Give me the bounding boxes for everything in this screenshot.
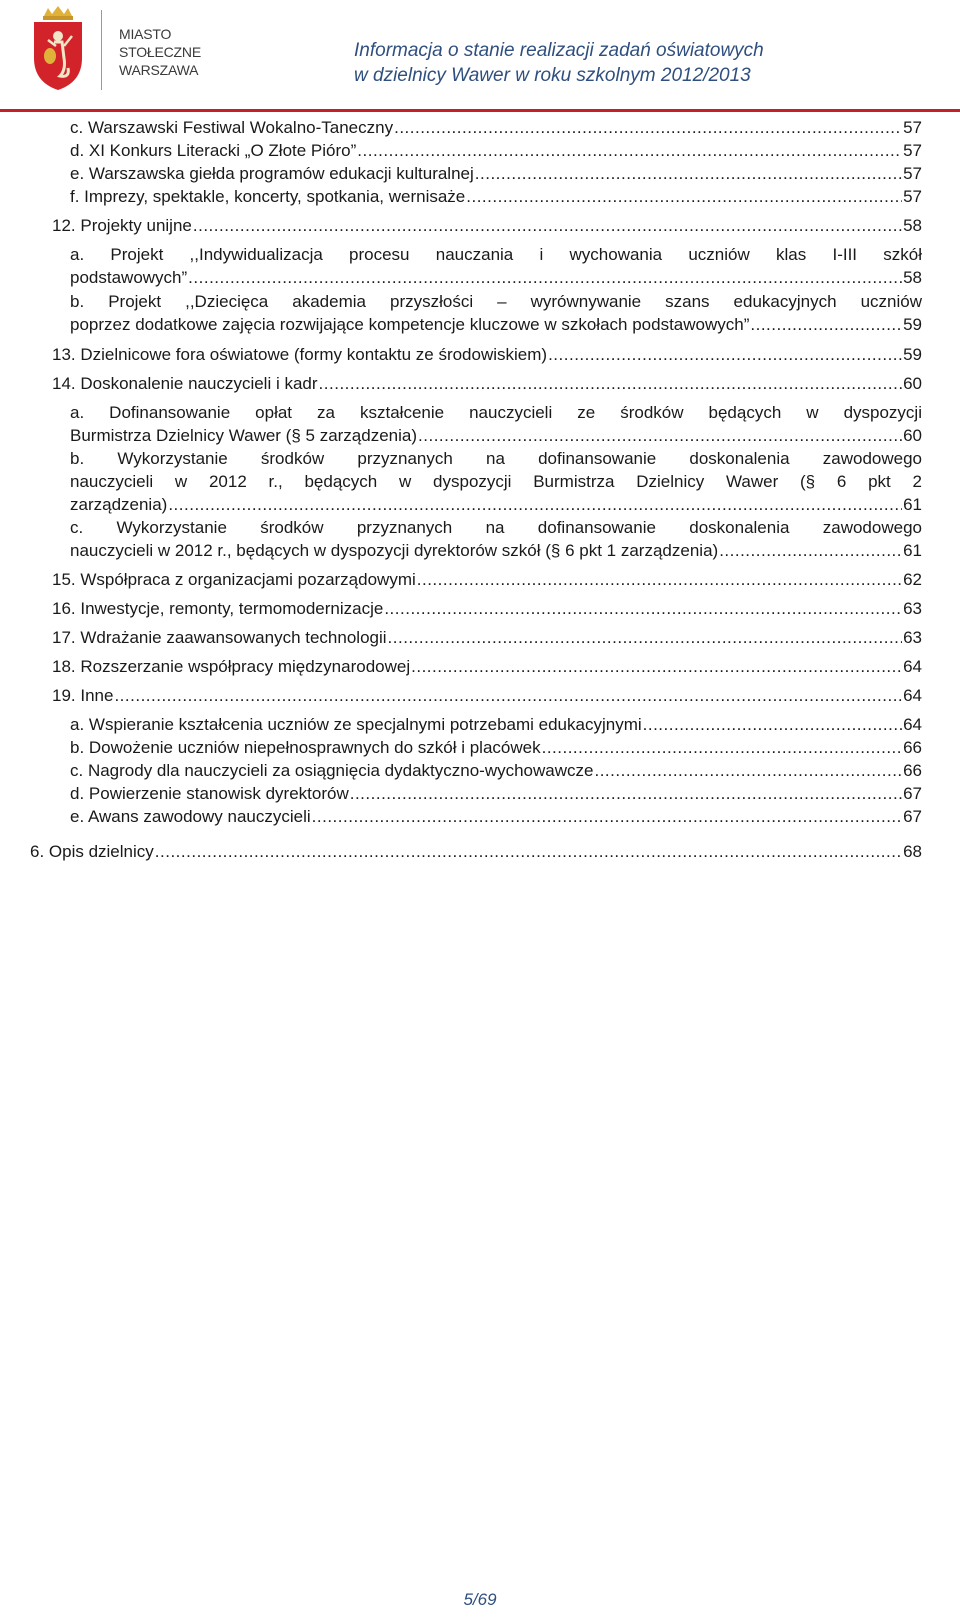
toc-entry-title: 16. Inwestycje, remonty, termomodernizacje <box>52 599 384 618</box>
toc-page-number: 67 <box>903 784 922 803</box>
toc-dot-leader <box>388 626 903 649</box>
toc-entry-title: d. XI Konkurs Literacki „O Złote Pióro” <box>70 141 357 160</box>
toc-entry[interactable] <box>70 116 922 139</box>
toc-dot-leader <box>384 597 902 620</box>
toc-dot-leader <box>594 759 902 782</box>
toc-entry-title: 17. Wdrażanie zaawansowanych technologii <box>52 628 387 647</box>
toc-entry-title: Burmistrza Dzielnicy Wawer (§ 5 zarządzenia) <box>70 426 418 445</box>
toc-dot-leader <box>750 313 902 336</box>
toc-entry-wrapped-line: a. Projekt ,,Indywidualizacja procesu nauczania i wychowania uczniów klas I-III szkół <box>70 245 922 264</box>
toc-page-number: 68 <box>903 842 922 861</box>
toc-entry-title: 13. Dzielnicowe fora oświatowe (formy kontaktu ze środowiskiem) <box>52 345 548 364</box>
toc-entry[interactable] <box>70 736 922 759</box>
page-header <box>0 0 960 118</box>
toc-entry[interactable] <box>52 684 922 707</box>
page-number: 5/69 <box>463 1590 497 1609</box>
toc-page-number: 66 <box>903 761 922 780</box>
logo-line: MIASTO <box>119 26 172 42</box>
toc-entry[interactable] <box>52 343 922 366</box>
toc-dot-leader <box>417 568 902 591</box>
toc-page-number: 62 <box>903 570 922 589</box>
toc-dot-leader <box>155 840 902 863</box>
toc-entry-title: 15. Współpraca z organizacjami pozarządowymi <box>52 570 416 589</box>
toc-entry[interactable] <box>70 401 922 447</box>
logo-line: WARSZAWA <box>119 62 199 78</box>
toc-entry-title: poprzez dodatkowe zajęcia rozwijające kompetencje kluczowe w szkołach podstawowych” <box>70 315 750 334</box>
toc-entry[interactable] <box>52 655 922 678</box>
toc-entry[interactable] <box>70 805 922 828</box>
toc-page-number: 57 <box>903 187 922 206</box>
logo-line: STOŁECZNE <box>119 44 201 60</box>
toc-page-number: 58 <box>903 268 922 287</box>
toc-entry-title: a. Wspieranie kształcenia uczniów ze specjalnymi potrzebami edukacyjnymi <box>70 715 642 734</box>
toc-dot-leader <box>350 782 902 805</box>
toc-entry[interactable] <box>70 782 922 805</box>
toc-page-number: 60 <box>903 426 922 445</box>
toc-dot-leader <box>357 139 902 162</box>
toc-dot-leader <box>548 343 902 366</box>
toc-page-number: 64 <box>903 657 922 676</box>
toc-dot-leader <box>193 214 902 237</box>
toc-entry[interactable] <box>52 214 922 237</box>
toc-page-number: 61 <box>903 541 922 560</box>
toc-dot-leader <box>418 424 902 447</box>
toc-entry[interactable] <box>52 597 922 620</box>
header-rule <box>0 109 960 112</box>
toc-page-number: 59 <box>903 345 922 364</box>
toc-dot-leader <box>312 805 902 828</box>
toc-entry[interactable] <box>30 840 922 863</box>
toc-entry[interactable] <box>70 516 922 562</box>
toc-entry-title: 18. Rozszerzanie współpracy międzynarodowej <box>52 657 411 676</box>
toc-page-number: 64 <box>903 715 922 734</box>
document-title-line2: w dzielnicy Wawer w roku szkolnym 2012/2013 <box>354 65 751 86</box>
toc-entry-title: 19. Inne <box>52 686 114 705</box>
toc-page-number: 57 <box>903 141 922 160</box>
toc-entry-wrapped-line: b. Wykorzystanie środków przyznanych na dofinansowanie doskonalenia zawodowego <box>70 449 922 468</box>
toc-entry[interactable] <box>52 372 922 395</box>
toc-entry[interactable] <box>70 162 922 185</box>
toc-entry-title: podstawowych” <box>70 268 188 287</box>
toc-page-number: 67 <box>903 807 922 826</box>
toc-entry-title: f. Imprezy, spektakle, koncerty, spotkania, wernisaże <box>70 187 466 206</box>
toc-entry-title: b. Dowożenie uczniów niepełnosprawnych do szkół i placówek <box>70 738 541 757</box>
toc-dot-leader <box>466 185 902 208</box>
toc-entry[interactable] <box>70 139 922 162</box>
toc-page-number: 66 <box>903 738 922 757</box>
toc-dot-leader <box>394 116 902 139</box>
toc-dot-leader <box>168 493 902 516</box>
toc-entry-title: e. Awans zawodowy nauczycieli <box>70 807 311 826</box>
toc-entry-title: 14. Doskonalenie nauczycieli i kadr <box>52 374 318 393</box>
logo-divider <box>101 10 102 90</box>
toc-entry[interactable] <box>70 243 922 289</box>
toc-dot-leader <box>719 539 902 562</box>
city-logo-text <box>119 25 201 79</box>
toc-page-number: 64 <box>903 686 922 705</box>
warsaw-coat-of-arms-icon <box>30 6 86 92</box>
toc-entry[interactable] <box>70 447 922 516</box>
toc-page-number: 57 <box>903 118 922 137</box>
toc-page-number: 60 <box>903 374 922 393</box>
toc-entry-title: c. Nagrody dla nauczycieli za osiągnięcia dydaktyczno-wychowawcze <box>70 761 594 780</box>
toc-entry-wrapped-line: c. Wykorzystanie środków przyznanych na dofinansowanie doskonalenia zawodowego <box>70 518 922 537</box>
toc-entry-wrapped-line: b. Projekt ,,Dziecięca akademia przyszłości – wyrównywanie szans edukacyjnych uczniów <box>70 292 922 311</box>
toc-entry-title: e. Warszawska giełda programów edukacji kulturalnej <box>70 164 474 183</box>
toc-page-number: 61 <box>903 495 922 514</box>
toc-dot-leader <box>114 684 902 707</box>
toc-dot-leader <box>188 266 902 289</box>
toc-entry[interactable] <box>70 185 922 208</box>
toc-dot-leader <box>475 162 902 185</box>
toc-entry-title: zarządzenia) <box>70 495 168 514</box>
toc-page-number: 58 <box>903 216 922 235</box>
toc-page-number: 59 <box>903 315 922 334</box>
toc-page-number: 63 <box>903 599 922 618</box>
toc-entry[interactable] <box>52 568 922 591</box>
toc-entry-title: 6. Opis dzielnicy <box>30 842 154 861</box>
toc-entry-wrapped-line: nauczycieli w 2012 r., będących w dyspozycji Burmistrza Dzielnicy Wawer (§ 6 pkt 2 <box>70 472 922 491</box>
toc-entry[interactable] <box>70 290 922 336</box>
toc-page-number: 63 <box>903 628 922 647</box>
toc-entry[interactable] <box>70 713 922 736</box>
toc-entry-title: d. Powierzenie stanowisk dyrektorów <box>70 784 349 803</box>
document-title-line1: Informacja o stanie realizacji zadań oświatowych <box>354 40 764 61</box>
toc-page-number: 57 <box>903 164 922 183</box>
toc-dot-leader <box>542 736 902 759</box>
toc-entry-title: nauczycieli w 2012 r., będących w dyspozycji dyrektorów szkół (§ 6 pkt 1 zarządzenia) <box>70 541 719 560</box>
toc-dot-leader <box>411 655 902 678</box>
toc-entry-title: 12. Projekty unijne <box>52 216 192 235</box>
toc-entry[interactable] <box>52 626 922 649</box>
toc-entry-title: c. Warszawski Festiwal Wokalno-Taneczny <box>70 118 394 137</box>
toc-entry[interactable] <box>70 759 922 782</box>
toc-dot-leader <box>319 372 903 395</box>
toc-dot-leader <box>643 713 902 736</box>
toc-entry-wrapped-line: a. Dofinansowanie opłat za kształcenie nauczycieli ze środków będących w dyspozycji <box>70 403 922 422</box>
